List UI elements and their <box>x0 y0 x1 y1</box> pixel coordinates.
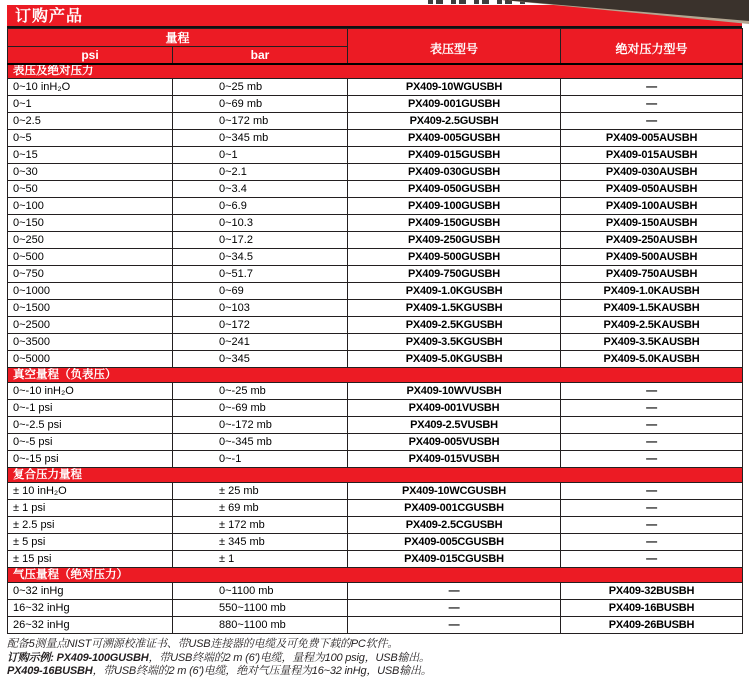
table-row <box>8 317 743 334</box>
gauge-model-cell: PX409-100GUSBH <box>348 198 561 215</box>
absolute-model-cell: — <box>561 417 743 434</box>
psi-range-cell: 0~10 inH₂O <box>8 79 173 96</box>
bar-range-cell: 0~103 <box>173 300 348 317</box>
table-row <box>8 300 743 317</box>
bar-range-cell: 0~-25 mb <box>173 383 348 400</box>
bar-range-cell: 0~3.4 <box>173 181 348 198</box>
table-row <box>8 417 743 434</box>
psi-range-cell: 0~32 inHg <box>8 583 173 600</box>
absolute-model-cell: — <box>561 400 743 417</box>
gauge-model-cell: PX409-1.5KGUSBH <box>348 300 561 317</box>
bar-range-cell: 0~345 <box>173 351 348 368</box>
psi-range-cell: 0~15 <box>8 147 173 164</box>
table-row <box>8 147 743 164</box>
table-row <box>8 451 743 468</box>
bar-range-cell: 0~69 mb <box>173 96 348 113</box>
footnote-line <box>7 665 749 679</box>
footnotes <box>7 638 749 679</box>
psi-range-cell: ± 5 psi <box>8 534 173 551</box>
table-row <box>8 130 743 147</box>
psi-range-cell: 0~100 <box>8 198 173 215</box>
bar-range-cell: ± 172 mb <box>173 517 348 534</box>
psi-range-cell: 26~32 inHg <box>8 617 173 634</box>
table-row <box>8 198 743 215</box>
bar-range-cell: 0~-345 mb <box>173 434 348 451</box>
footnote-text: 配备5测量点NIST可溯源校准证书、带USB连接器的电缆及可免费下载的PC软件。 <box>7 638 399 650</box>
section-header-label: 气压量程（绝对压力） <box>8 568 743 583</box>
absolute-model-header: 绝对压力型号 <box>561 29 743 64</box>
absolute-model-cell: — <box>561 500 743 517</box>
gauge-model-cell: PX409-10WCGUSBH <box>348 483 561 500</box>
gauge-model-cell: PX409-1.0KGUSBH <box>348 283 561 300</box>
section-row <box>8 468 743 483</box>
absolute-model-cell: PX409-500AUSBH <box>561 249 743 266</box>
page-title: 订购产品 <box>7 5 742 28</box>
psi-range-cell: 0~30 <box>8 164 173 181</box>
gauge-model-cell: PX409-3.5KGUSBH <box>348 334 561 351</box>
gauge-model-header: 表压型号 <box>348 29 561 64</box>
absolute-model-cell: — <box>561 383 743 400</box>
absolute-model-cell: PX409-015AUSBH <box>561 147 743 164</box>
absolute-model-cell: PX409-030AUSBH <box>561 164 743 181</box>
psi-range-cell: 0~50 <box>8 181 173 198</box>
bar-range-cell: 0~10.3 <box>173 215 348 232</box>
table-row <box>8 283 743 300</box>
bar-range-cell: 0~-69 mb <box>173 400 348 417</box>
table-row <box>8 249 743 266</box>
section-row <box>8 568 743 583</box>
psi-range-cell: 16~32 inHg <box>8 600 173 617</box>
gauge-model-cell: PX409-2.5KGUSBH <box>348 317 561 334</box>
bar-range-cell: 0~2.1 <box>173 164 348 181</box>
absolute-model-cell: PX409-2.5KAUSBH <box>561 317 743 334</box>
table-body <box>8 64 743 634</box>
table-row <box>8 517 743 534</box>
psi-range-cell: 0~1000 <box>8 283 173 300</box>
bar-range-cell: 0~241 <box>173 334 348 351</box>
absolute-model-cell: PX409-5.0KAUSBH <box>561 351 743 368</box>
section-header-label: 复合压力量程 <box>8 468 743 483</box>
table-row <box>8 79 743 96</box>
gauge-model-cell: PX409-005CGUSBH <box>348 534 561 551</box>
psi-column-header: psi <box>8 47 173 64</box>
bar-column-header: bar <box>173 47 348 64</box>
table-row <box>8 551 743 568</box>
bar-range-cell: 0~1 <box>173 147 348 164</box>
psi-range-cell: 0~5000 <box>8 351 173 368</box>
section-row <box>8 64 743 79</box>
gauge-model-cell: PX409-500GUSBH <box>348 249 561 266</box>
psi-range-cell: 0~-5 psi <box>8 434 173 451</box>
table-row <box>8 617 743 634</box>
table-row <box>8 534 743 551</box>
psi-range-cell: ± 2.5 psi <box>8 517 173 534</box>
bar-range-cell: ± 25 mb <box>173 483 348 500</box>
footnote-text: ，带USB终端的2 m (6')电缆，绝对气压量程为16~32 inHg，USB输出。 <box>92 665 432 677</box>
bar-range-cell: ± 1 <box>173 551 348 568</box>
table-row <box>8 400 743 417</box>
absolute-model-cell: PX409-250AUSBH <box>561 232 743 249</box>
gauge-model-cell: PX409-015GUSBH <box>348 147 561 164</box>
absolute-model-cell: — <box>561 534 743 551</box>
psi-range-cell: 0~2.5 <box>8 113 173 130</box>
section-header-label: 表压及绝对压力 <box>8 64 743 79</box>
gauge-model-cell: PX409-250GUSBH <box>348 232 561 249</box>
psi-range-cell: 0~150 <box>8 215 173 232</box>
bar-range-cell: 0~17.2 <box>173 232 348 249</box>
psi-range-cell: ± 10 inH₂O <box>8 483 173 500</box>
absolute-model-cell: PX409-750AUSBH <box>561 266 743 283</box>
ordering-table <box>7 28 743 634</box>
footnote-line <box>7 652 749 666</box>
footnote-bold-text: PX409-16BUSBH <box>7 665 93 677</box>
gauge-model-cell: PX409-150GUSBH <box>348 215 561 232</box>
absolute-model-cell: — <box>561 451 743 468</box>
gauge-model-cell: — <box>348 583 561 600</box>
psi-range-cell: 0~-2.5 psi <box>8 417 173 434</box>
psi-range-cell: 0~3500 <box>8 334 173 351</box>
bar-range-cell: 880~1100 mb <box>173 617 348 634</box>
gauge-model-cell: — <box>348 600 561 617</box>
absolute-model-cell: PX409-100AUSBH <box>561 198 743 215</box>
psi-range-cell: ± 15 psi <box>8 551 173 568</box>
absolute-model-cell: PX409-16BUSBH <box>561 600 743 617</box>
absolute-model-cell: — <box>561 79 743 96</box>
absolute-model-cell: — <box>561 517 743 534</box>
gauge-model-cell: PX409-005GUSBH <box>348 130 561 147</box>
gauge-model-cell: PX409-10WVUSBH <box>348 383 561 400</box>
gauge-model-cell: PX409-015CGUSBH <box>348 551 561 568</box>
table-row <box>8 96 743 113</box>
bar-range-cell: 0~1100 mb <box>173 583 348 600</box>
footnote-text: ，带USB终端的2 m (6')电缆，量程为100 psig，USB输出。 <box>148 651 430 664</box>
bar-range-cell: 0~172 <box>173 317 348 334</box>
psi-range-cell: 0~-1 psi <box>8 400 173 417</box>
footnote-bold-text: 订购示例: PX409-100GUSBH <box>7 651 149 664</box>
table-row <box>8 383 743 400</box>
bar-range-cell: 0~69 <box>173 283 348 300</box>
gauge-model-cell: PX409-2.5GUSBH <box>348 113 561 130</box>
gauge-model-cell: PX409-001CGUSBH <box>348 500 561 517</box>
gauge-model-cell: PX409-10WGUSBH <box>348 79 561 96</box>
absolute-model-cell: — <box>561 483 743 500</box>
psi-range-cell: 0~-15 psi <box>8 451 173 468</box>
psi-range-cell: ± 1 psi <box>8 500 173 517</box>
psi-range-cell: 0~5 <box>8 130 173 147</box>
absolute-model-cell: PX409-150AUSBH <box>561 215 743 232</box>
absolute-model-cell: — <box>561 551 743 568</box>
bar-range-cell: 0~345 mb <box>173 130 348 147</box>
bar-range-cell: 550~1100 mb <box>173 600 348 617</box>
table-row <box>8 351 743 368</box>
gauge-model-cell: PX409-015VUSBH <box>348 451 561 468</box>
table-row <box>8 334 743 351</box>
absolute-model-cell: PX409-26BUSBH <box>561 617 743 634</box>
gauge-model-cell: PX409-5.0KGUSBH <box>348 351 561 368</box>
psi-range-cell: 0~1 <box>8 96 173 113</box>
section-row <box>8 368 743 383</box>
absolute-model-cell: — <box>561 96 743 113</box>
table-row <box>8 232 743 249</box>
absolute-model-cell: PX409-1.5KAUSBH <box>561 300 743 317</box>
bar-range-cell: 0~6.9 <box>173 198 348 215</box>
gauge-model-cell: PX409-2.5VUSBH <box>348 417 561 434</box>
table-row <box>8 215 743 232</box>
absolute-model-cell: PX409-32BUSBH <box>561 583 743 600</box>
range-header: 量程 <box>8 29 348 47</box>
table-row <box>8 266 743 283</box>
gauge-model-cell: PX409-030GUSBH <box>348 164 561 181</box>
table-row <box>8 583 743 600</box>
absolute-model-cell: PX409-1.0KAUSBH <box>561 283 743 300</box>
table-row <box>8 181 743 198</box>
table-row <box>8 500 743 517</box>
bar-range-cell: 0~172 mb <box>173 113 348 130</box>
table-row <box>8 113 743 130</box>
bar-range-cell: 0~51.7 <box>173 266 348 283</box>
table-row <box>8 434 743 451</box>
bar-range-cell: 0~34.5 <box>173 249 348 266</box>
bar-range-cell: 0~-1 <box>173 451 348 468</box>
footnote-line <box>7 638 749 652</box>
table-header <box>8 29 743 64</box>
gauge-model-cell: PX409-750GUSBH <box>348 266 561 283</box>
gauge-model-cell: PX409-001GUSBH <box>348 96 561 113</box>
absolute-model-cell: PX409-3.5KAUSBH <box>561 334 743 351</box>
bar-range-cell: ± 69 mb <box>173 500 348 517</box>
psi-range-cell: 0~250 <box>8 232 173 249</box>
psi-range-cell: 0~-10 inH₂O <box>8 383 173 400</box>
psi-range-cell: 0~1500 <box>8 300 173 317</box>
gauge-model-cell: PX409-001VUSBH <box>348 400 561 417</box>
absolute-model-cell: — <box>561 113 743 130</box>
gauge-model-cell: PX409-005VUSBH <box>348 434 561 451</box>
absolute-model-cell: — <box>561 434 743 451</box>
psi-range-cell: 0~500 <box>8 249 173 266</box>
psi-range-cell: 0~750 <box>8 266 173 283</box>
gauge-model-cell: PX409-2.5CGUSBH <box>348 517 561 534</box>
absolute-model-cell: PX409-005AUSBH <box>561 130 743 147</box>
absolute-model-cell: PX409-050AUSBH <box>561 181 743 198</box>
table-row <box>8 483 743 500</box>
table-row <box>8 600 743 617</box>
psi-range-cell: 0~2500 <box>8 317 173 334</box>
table-row <box>8 164 743 181</box>
gauge-model-cell: — <box>348 617 561 634</box>
section-header-label: 真空量程（负表压） <box>8 368 743 383</box>
gauge-model-cell: PX409-050GUSBH <box>348 181 561 198</box>
bar-range-cell: 0~25 mb <box>173 79 348 96</box>
bar-range-cell: ± 345 mb <box>173 534 348 551</box>
bar-range-cell: 0~-172 mb <box>173 417 348 434</box>
